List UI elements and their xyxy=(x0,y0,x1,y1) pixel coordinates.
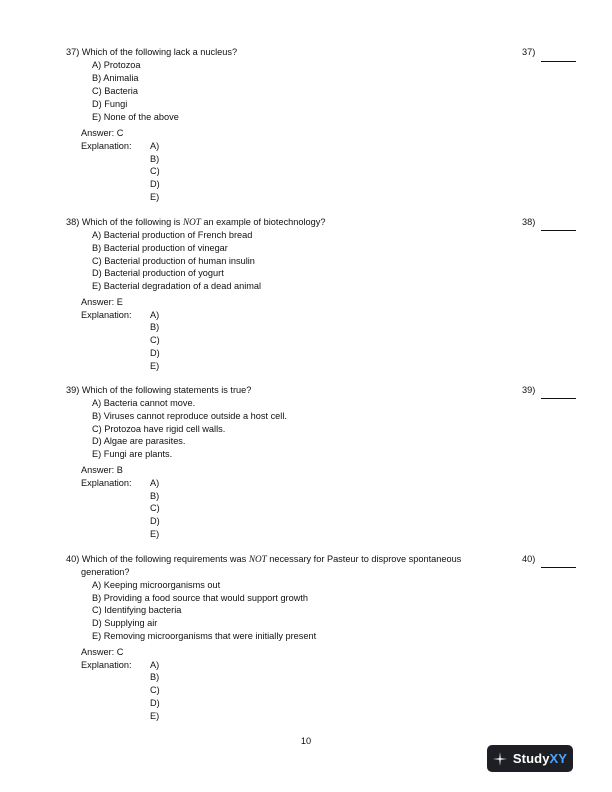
answer-line: Answer: C xyxy=(81,647,124,657)
explanation-option: B) xyxy=(150,322,160,332)
option: A) Bacteria cannot move. xyxy=(92,398,196,408)
explanation-label: Explanation: xyxy=(81,478,132,488)
explanation-option: E) xyxy=(150,192,160,202)
explanation-label: Explanation: xyxy=(81,141,132,151)
question-stem: 38) Which of the following is NOT an example of biotechnology? xyxy=(66,217,326,227)
explanation-option: D) xyxy=(150,179,160,189)
option: C) Bacterial production of human insulin xyxy=(92,256,255,266)
option: E) Fungi are plants. xyxy=(92,449,173,459)
explanation-option: A) xyxy=(150,141,160,151)
option: C) Protozoa have rigid cell walls. xyxy=(92,424,226,434)
option: B) Bacterial production of vinegar xyxy=(92,243,228,253)
explanation-option: C) xyxy=(150,503,160,513)
explanation-option: B) xyxy=(150,491,160,501)
option: A) Keeping microorganisms out xyxy=(92,580,221,590)
explanation-option: E) xyxy=(150,711,160,721)
option: C) Identifying bacteria xyxy=(92,605,182,615)
answer-blank xyxy=(541,61,576,62)
question-number: 40) xyxy=(522,554,536,564)
option: C) Bacteria xyxy=(92,86,138,96)
plus-sparkle-icon xyxy=(493,752,507,766)
option: B) Animalia xyxy=(92,73,139,83)
answer-blank xyxy=(541,567,576,568)
question-stem: 37) Which of the following lack a nucleus? xyxy=(66,47,238,57)
explanation-option: C) xyxy=(150,685,160,695)
option: D) Supplying air xyxy=(92,618,158,628)
question-stem-continuation: generation? xyxy=(81,567,130,577)
explanation-option: D) xyxy=(150,698,160,708)
brand-logo-text: StudyXY xyxy=(512,751,568,766)
question-stem: 39) Which of the following statements is true? xyxy=(66,385,252,395)
option: E) Bacterial degradation of a dead animal xyxy=(92,281,262,291)
explanation-option: C) xyxy=(150,166,160,176)
question-number: 39) xyxy=(522,385,536,395)
option: B) Viruses cannot reproduce outside a host cell. xyxy=(92,411,287,421)
option: A) Protozoa xyxy=(92,60,141,70)
option: D) Fungi xyxy=(92,99,128,109)
explanation-option: A) xyxy=(150,478,160,488)
explanation-option: B) xyxy=(150,154,160,164)
emphasis-not: NOT xyxy=(182,217,201,227)
explanation-option: A) xyxy=(150,660,160,670)
answer-line: Answer: B xyxy=(81,465,123,475)
question-number: 38) xyxy=(522,217,536,227)
question-number: 37) xyxy=(522,47,536,57)
option: A) Bacterial production of French bread xyxy=(92,230,253,240)
page-number: 10 xyxy=(300,736,312,746)
option: D) Algae are parasites. xyxy=(92,436,186,446)
explanation-option: B) xyxy=(150,672,160,682)
emphasis-not: NOT xyxy=(248,554,267,564)
explanation-option: D) xyxy=(150,516,160,526)
explanation-option: A) xyxy=(150,310,160,320)
option: D) Bacterial production of yogurt xyxy=(92,268,224,278)
option: E) Removing microorganisms that were initially present xyxy=(92,631,317,641)
option: B) Providing a food source that would support growth xyxy=(92,593,309,603)
explanation-option: E) xyxy=(150,361,160,371)
answer-blank xyxy=(541,230,576,231)
question-stem: 40) Which of the following requirements was NOT necessary for Pasteur to disprove spontaneous xyxy=(66,554,462,564)
explanation-label: Explanation: xyxy=(81,660,132,670)
studyxy-badge[interactable] xyxy=(487,745,573,772)
explanation-label: Explanation: xyxy=(81,310,132,320)
answer-line: Answer: E xyxy=(81,297,123,307)
explanation-option: E) xyxy=(150,529,160,539)
explanation-option: C) xyxy=(150,335,160,345)
answer-blank xyxy=(541,398,576,399)
option: E) None of the above xyxy=(92,112,179,122)
explanation-option: D) xyxy=(150,348,160,358)
answer-line: Answer: C xyxy=(81,128,124,138)
